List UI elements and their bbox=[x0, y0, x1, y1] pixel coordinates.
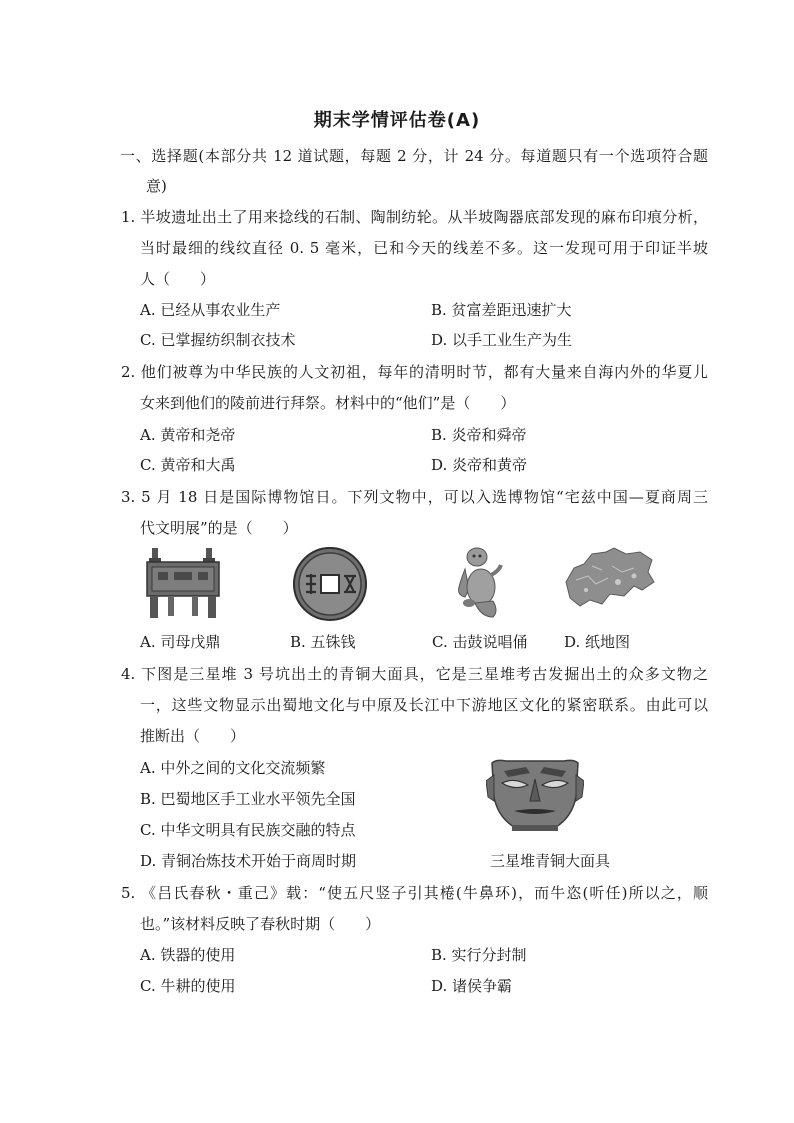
option-c[interactable]: C. 牛耕的使用 bbox=[140, 977, 236, 995]
question-stem: 4. 下图是三星堆 3 号坑出土的青铜大面具，它是三星堆考古发掘出土的众多文物之 bbox=[121, 665, 708, 683]
paper-map-image bbox=[562, 546, 656, 610]
page-title: 期末学情评估卷(A) bbox=[313, 110, 481, 131]
option-d[interactable]: D. 以手工业生产为生 bbox=[431, 331, 573, 349]
question-stem: 推断出（ ） bbox=[140, 727, 246, 745]
question-stem: 2. 他们被尊为中华民族的人文初祖，每年的清明时节，都有大量来自海内外的华夏儿 bbox=[121, 363, 708, 381]
option-b[interactable]: B. 实行分封制 bbox=[431, 946, 527, 964]
option-a[interactable]: A. 铁器的使用 bbox=[140, 946, 236, 964]
question-stem: 一，这些文物显示出蜀地文化与中原及长江中下游地区文化的紧密联系。由此可以 bbox=[140, 696, 708, 714]
question-stem: 3. 5 月 18 日是国际博物馆日。下列文物中，可以入选博物馆“宅兹中国—夏商周三 bbox=[121, 488, 708, 506]
option-b[interactable]: B. 巴蜀地区手工业水平领先全国 bbox=[140, 790, 356, 808]
question-stem: 人（ ） bbox=[140, 270, 216, 288]
option-c[interactable]: C. 中华文明具有民族交融的特点 bbox=[140, 821, 356, 839]
option-d[interactable]: D. 炎帝和黄帝 bbox=[431, 456, 528, 474]
question-stem: 1. 半坡遗址出土了用来捻线的石制、陶制纺轮。从半坡陶器底部发现的麻布印痕分析， bbox=[121, 208, 708, 226]
option-b[interactable]: B. 五铢钱 bbox=[290, 633, 356, 651]
question-stem: 当时最细的线纹直径 0. 5 毫米，已和今天的线差不多。这一发现可用于印证半坡 bbox=[140, 239, 708, 257]
storyteller-figurine-image bbox=[455, 545, 503, 621]
option-b[interactable]: B. 炎帝和舜帝 bbox=[431, 426, 527, 444]
section-heading-cont: 意) bbox=[146, 177, 167, 195]
question-stem: 也。”该材料反映了春秋时期（ ） bbox=[140, 915, 381, 933]
option-c[interactable]: C. 黄帝和大禹 bbox=[140, 456, 236, 474]
wuzhu-coin-image bbox=[292, 546, 368, 622]
ding-vessel-image bbox=[144, 548, 222, 620]
option-a[interactable]: A. 已经从事农业生产 bbox=[140, 301, 281, 319]
question-stem: 5. 《吕氏春秋・重己》载：“使五尺竖子引其棬(牛鼻环)，而牛恣(听任)所以之，顺 bbox=[121, 884, 708, 902]
option-a[interactable]: A. 黄帝和尧帝 bbox=[140, 426, 236, 444]
option-a[interactable]: A. 司母戊鼎 bbox=[140, 633, 221, 651]
option-b[interactable]: B. 贫富差距迅速扩大 bbox=[431, 301, 572, 319]
question-stem: 女来到他们的陵前进行拜祭。材料中的“他们”是（ ） bbox=[140, 394, 516, 412]
option-d[interactable]: D. 诸侯争霸 bbox=[431, 977, 513, 995]
option-d[interactable]: D. 纸地图 bbox=[564, 633, 631, 651]
section-heading: 一、选择题(本部分共 12 道试题，每题 2 分，计 24 分。每道题只有一个选项符合题 bbox=[120, 147, 708, 165]
option-c[interactable]: C. 已掌握纺织制衣技术 bbox=[140, 331, 296, 349]
option-d[interactable]: D. 青铜冶炼技术开始于商周时期 bbox=[140, 852, 357, 870]
question-stem: 代文明展”的是（ ） bbox=[140, 519, 298, 537]
option-a[interactable]: A. 中外之间的文化交流频繁 bbox=[140, 759, 326, 777]
bronze-mask-image bbox=[486, 757, 584, 833]
option-c[interactable]: C. 击鼓说唱俑 bbox=[432, 633, 528, 651]
image-caption: 三星堆青铜大面具 bbox=[490, 852, 611, 870]
